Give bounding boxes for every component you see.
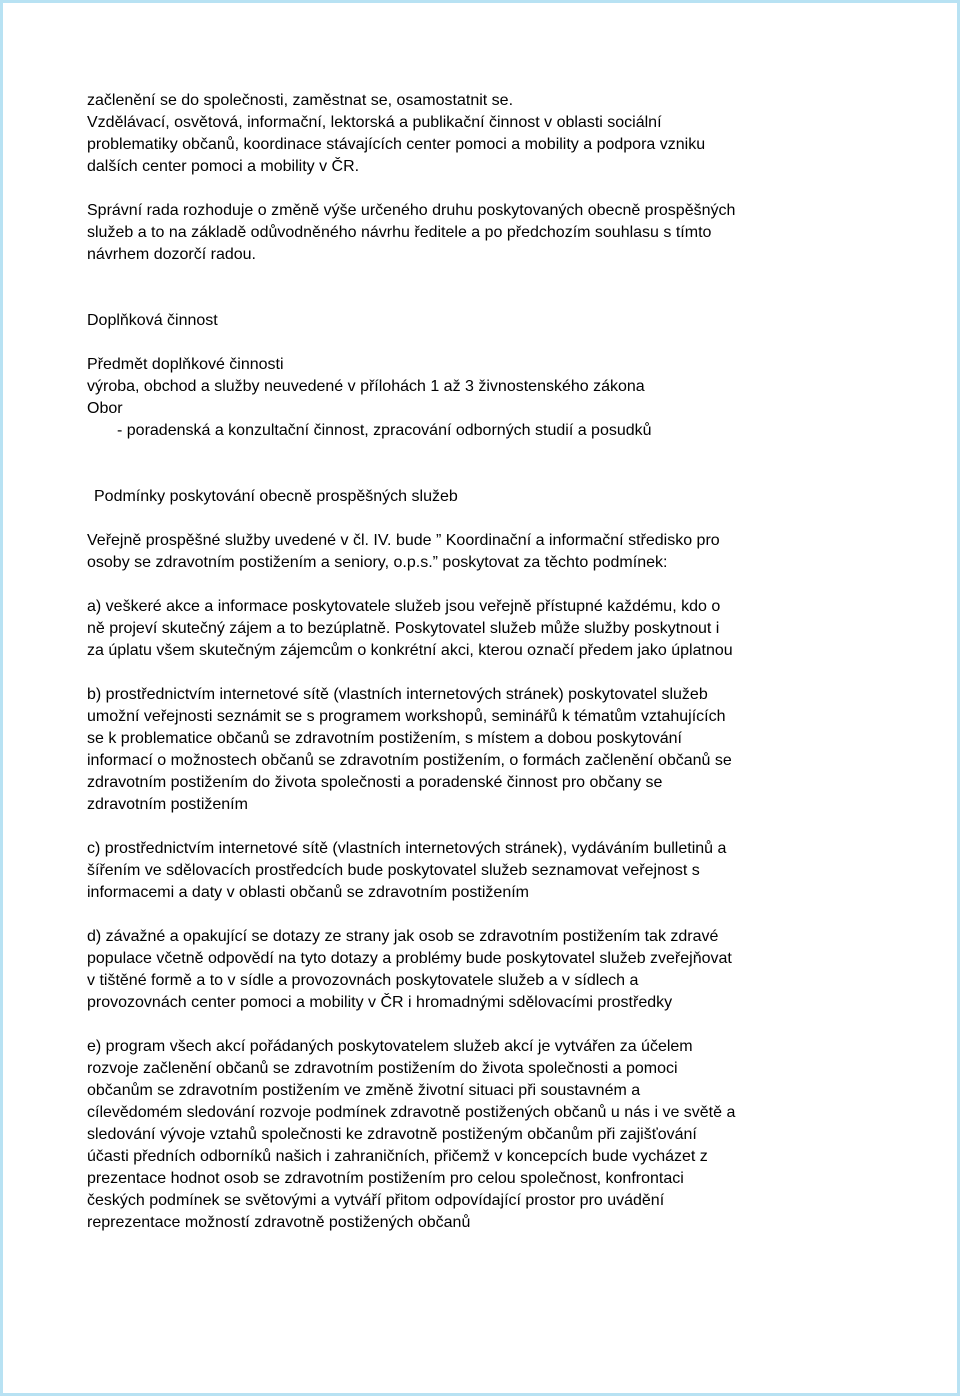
text-line: začlenění se do společnosti, zaměstnat se, osamostatnit se. xyxy=(87,92,514,109)
text-line: reprezentace možností zdravotně postižených občanů xyxy=(87,1214,471,1231)
text-line: rozvoje začlenění občanů se zdravotním postižením do života společnosti a pomoci xyxy=(87,1060,678,1077)
spacer xyxy=(87,266,887,288)
text-line: osoby se zdravotním postižením a seniory, o.p.s.” poskytovat za těchto podmínek: xyxy=(87,554,668,571)
intro-paragraph xyxy=(87,90,887,178)
text-line: za úplatu všem skutečným zájemcům o konkrétní akci, kterou označí předem jako úplatnou xyxy=(87,642,733,659)
text-line: Vzdělávací, osvětová, informační, lektorská a publikační činnost v oblasti sociální xyxy=(87,114,662,131)
spacer xyxy=(87,662,887,684)
text-line: zdravotním postižením xyxy=(87,796,248,813)
spacer xyxy=(87,178,887,200)
text-line: ně projeví skutečný zájem a to bezúplatně. Poskytovatel služeb může služby poskytnout i xyxy=(87,620,720,637)
subject-label: Předmět doplňkové činnosti xyxy=(87,356,284,373)
text-line: umožní veřejnosti seznámit se s programem workshopů, seminářů k tématům vztahujících xyxy=(87,708,726,725)
text-line: e) program všech akcí pořádaných poskytovatelem služeb akcí je vytvářen za účelem xyxy=(87,1038,693,1055)
text-line: populace včetně odpovědí na tyto dotazy a problémy bude poskytovatel služeb zveřejňovat xyxy=(87,950,732,967)
text-line: účasti předních odborníků našich i zahraničních, přičemž v koncepcích bude vycházet z xyxy=(87,1148,708,1165)
spacer xyxy=(87,816,887,838)
spacer xyxy=(87,332,887,354)
text-line: prezentace hodnot osob se zdravotním postižením pro celou společnost, konfrontaci xyxy=(87,1170,684,1187)
condition-item-a xyxy=(87,596,887,662)
text-line: v tištěné formě a to v sídle a provozovnách poskytovatele služeb a v sídlech a xyxy=(87,972,639,989)
condition-item-e xyxy=(87,1036,887,1234)
conditions-intro xyxy=(87,530,887,574)
supplementary-section xyxy=(87,354,887,442)
spacer xyxy=(87,574,887,596)
text-line: českých podmínek se světovými a vytváří přitom odpovídající prostor pro uvádění xyxy=(87,1192,665,1209)
spacer xyxy=(87,1014,887,1036)
text-line: problematiky občanů, koordinace stávajících center pomoci a mobility a podpora vzniku xyxy=(87,136,706,153)
text-line: návrhem dozorčí radou. xyxy=(87,246,256,263)
board-paragraph xyxy=(87,200,887,266)
text-line: sledování vývoje vztahů společnosti ke zdravotně postiženým občanům při zajišťování xyxy=(87,1126,697,1143)
text-line: b) prostřednictvím internetové sítě (vlastních internetových stránek) poskytovatel služeb xyxy=(87,686,708,703)
text-line: c) prostřednictvím internetové sítě (vlastních internetových stránek), vydáváním bulletinů a xyxy=(87,840,727,857)
text-line: provozovnách center pomoci a mobility v ČR i hromadnými sdělovacími prostředky xyxy=(87,994,673,1011)
text-line: a) veškeré akce a informace poskytovatele služeb jsou veřejně přístupné každému, kdo o xyxy=(87,598,721,615)
text-line: zdravotním postižením do života společnosti a poradenské činnost pro občany se xyxy=(87,774,663,791)
document-body xyxy=(87,90,887,1234)
spacer xyxy=(87,904,887,926)
text-line: šířením ve sdělovacích prostředcích bude poskytovatel služeb seznamovat veřejnost s xyxy=(87,862,700,879)
condition-item-b xyxy=(87,684,887,816)
text-line: informacemi a daty v oblasti občanů se zdravotním postižením xyxy=(87,884,529,901)
supplementary-heading: Doplňková činnost xyxy=(87,312,218,329)
spacer xyxy=(87,442,887,464)
text-line: občanům se zdravotním postižením ve změně životní situaci při soustavném a xyxy=(87,1082,641,1099)
condition-item-c xyxy=(87,838,887,904)
subject-text: výroba, obchod a služby neuvedené v přílohách 1 až 3 živnostenského zákona xyxy=(87,378,645,395)
text-line: informací o možnostech občanů se zdravotním postižením, o formách začlenění občanů se xyxy=(87,752,732,769)
text-line: cílevědomém sledování rozvoje podmínek zdravotně postižených občanů u nás i ve světě a xyxy=(87,1104,736,1121)
text-line: dalších center pomoci a mobility v ČR. xyxy=(87,158,360,175)
field-item: - poradenská a konzultační činnost, zpracování odborných studií a posudků xyxy=(117,422,652,439)
spacer xyxy=(87,288,887,310)
conditions-heading: Podmínky poskytování obecně prospěšných služeb xyxy=(94,488,458,505)
field-label: Obor xyxy=(87,400,123,417)
text-line: se k problematice občanů se zdravotním postižením, s místem a dobou poskytování xyxy=(87,730,682,747)
text-line: Veřejně prospěšné služby uvedené v čl. IV. bude ” Koordinační a informační středisko pro xyxy=(87,532,720,549)
spacer xyxy=(87,508,887,530)
condition-item-d xyxy=(87,926,887,1014)
spacer xyxy=(87,464,887,486)
text-line: d) závažné a opakující se dotazy ze strany jak osob se zdravotním postižením tak zdravé xyxy=(87,928,719,945)
text-line: služeb a to na základě odůvodněného návrhu ředitele a po předchozím souhlasu s tímto xyxy=(87,224,712,241)
text-line: Správní rada rozhoduje o změně výše určeného druhu poskytovaných obecně prospěšných xyxy=(87,202,736,219)
